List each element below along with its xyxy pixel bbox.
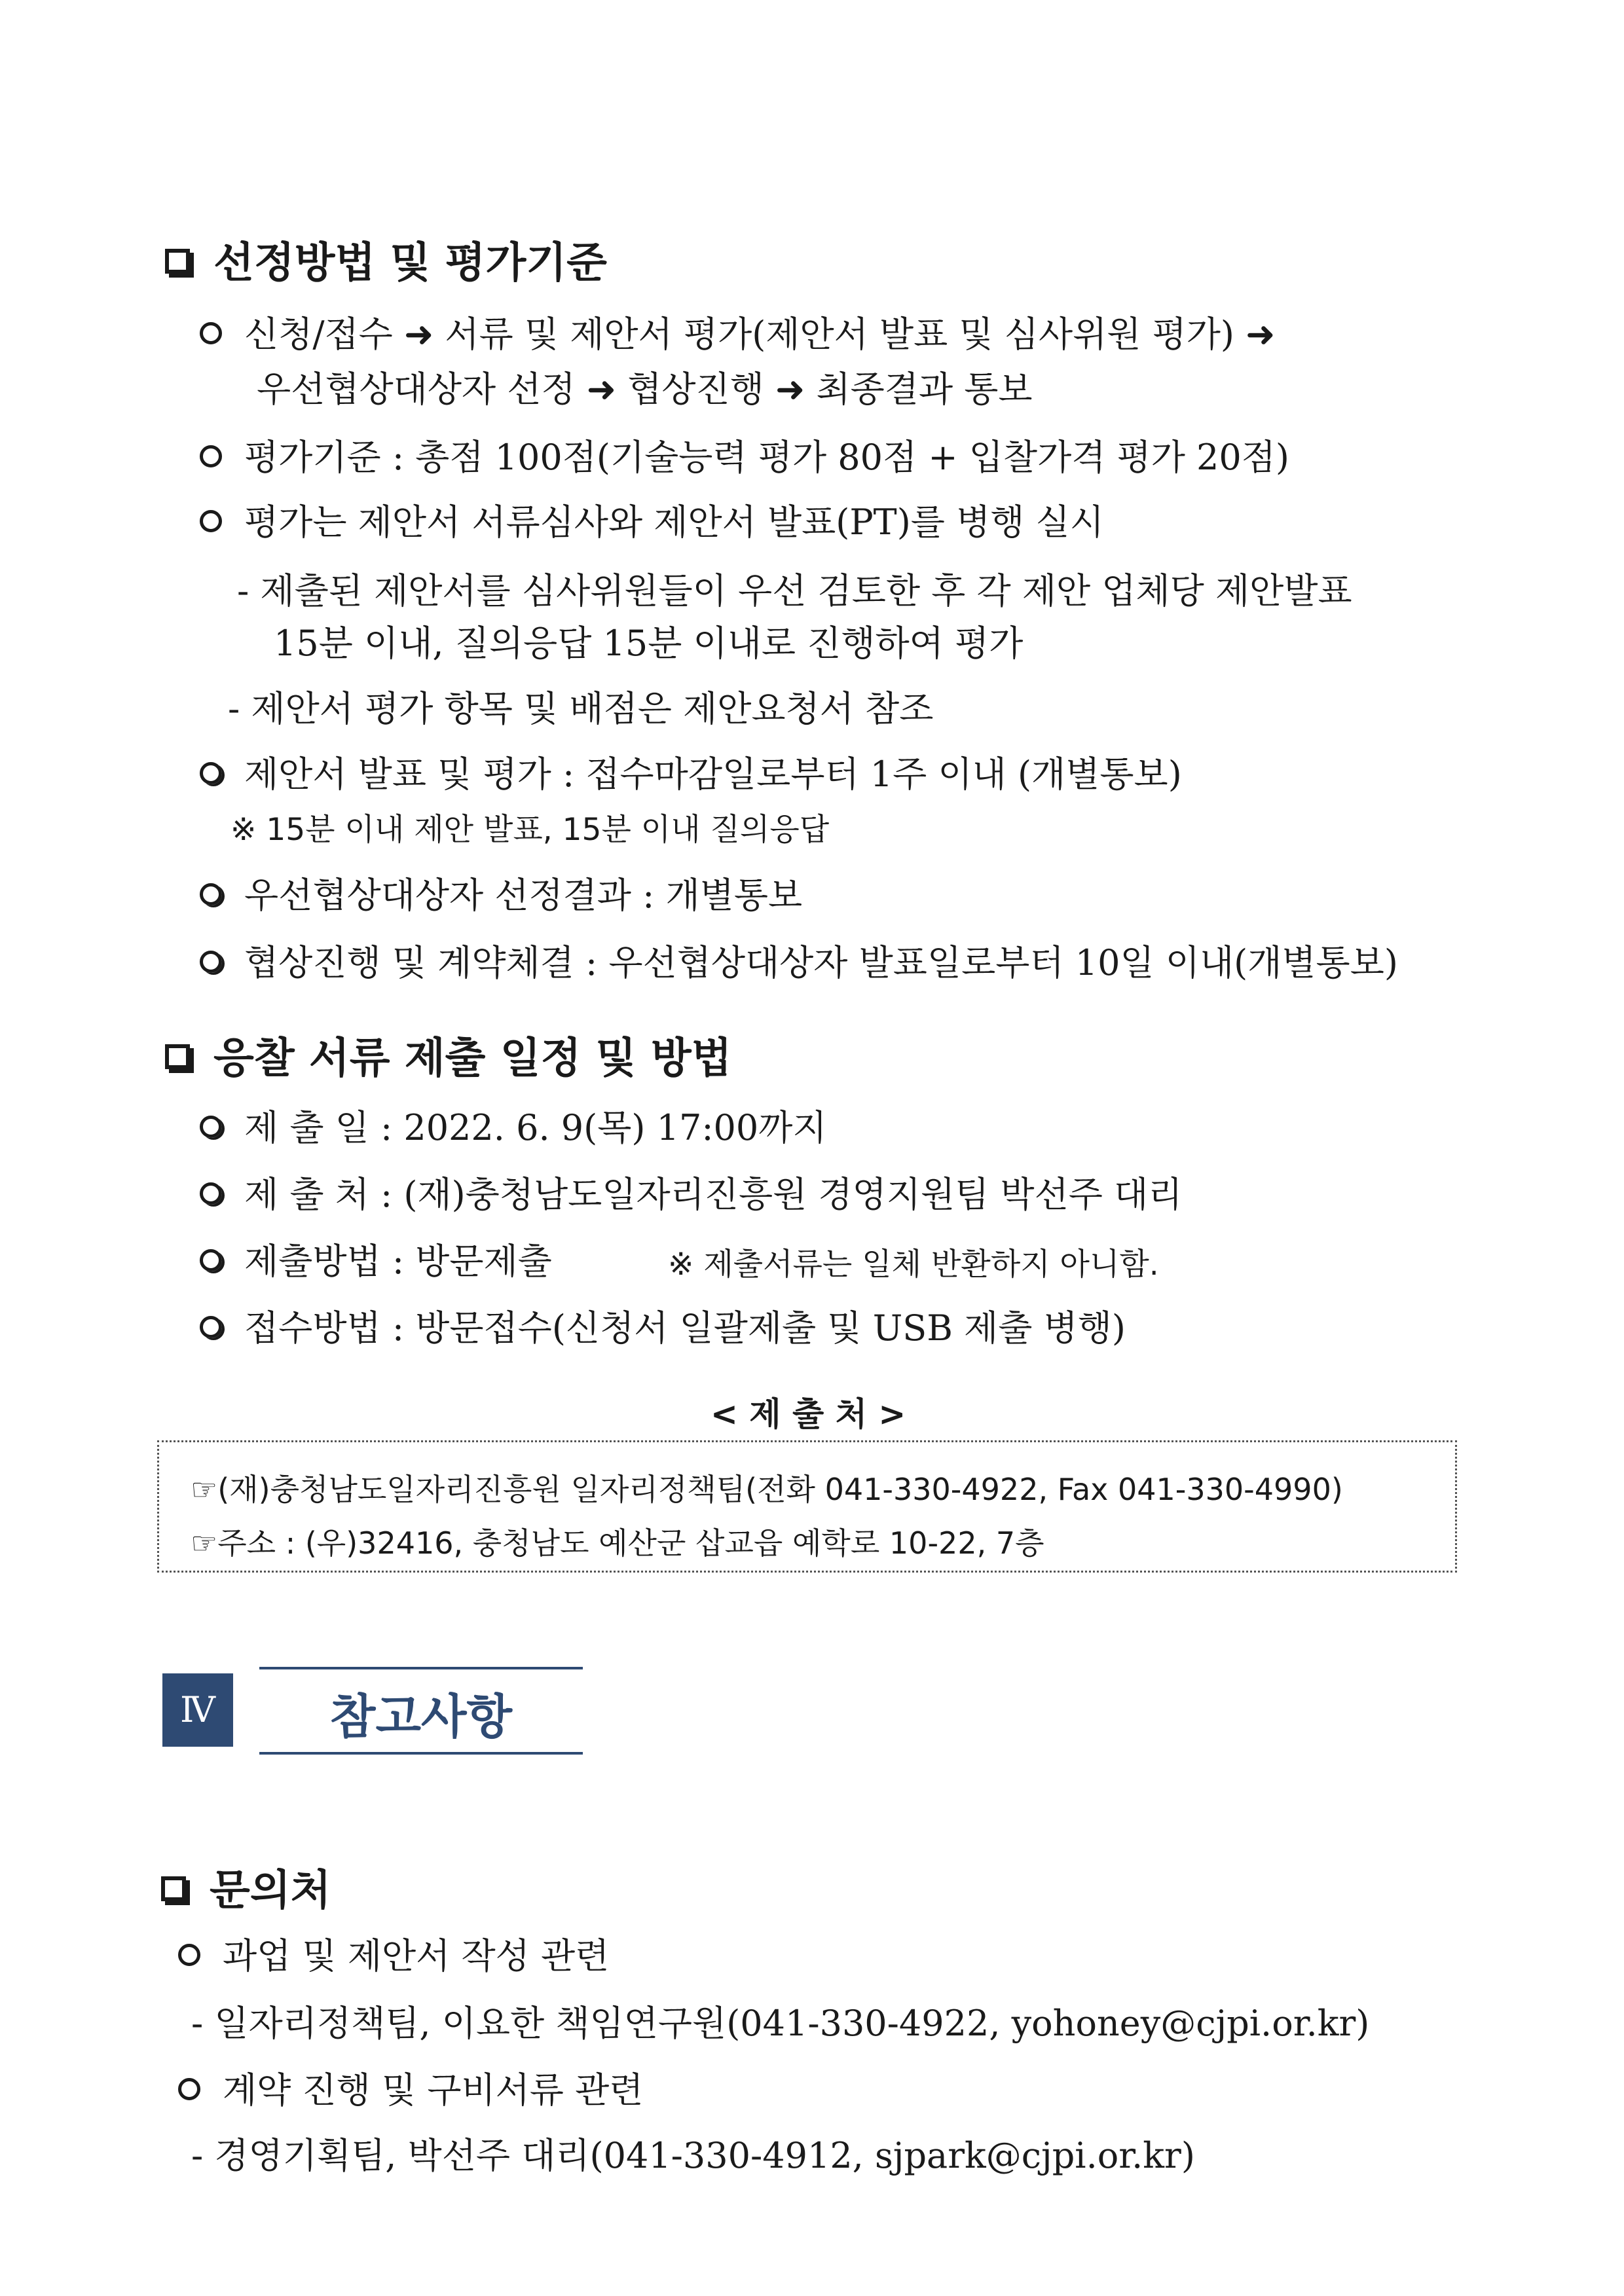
item-text: 평가기준 : 총점 100점(기술능력 평가 80점 + 입찰가격 평가 20점) bbox=[244, 437, 1289, 478]
note-text: ※ 제출서류는 일체 반환하지 아니함. bbox=[668, 1247, 1159, 1283]
chapter-title: 참고사항 bbox=[329, 1689, 513, 1744]
list-item bbox=[200, 306, 1275, 357]
detail-item: - 경영기획팀, 박선주 대리(041-330-4912, sjpark@cjpi.or.kr) bbox=[191, 2135, 1195, 2176]
circle-bullet-icon bbox=[200, 762, 222, 784]
item-text: 제 출 처 : (재)충청남도일자리진흥원 경영지원팀 박선주 대리 bbox=[244, 1174, 1183, 1215]
list-item bbox=[200, 1167, 1182, 1217]
section-heading-contact bbox=[161, 1857, 331, 1917]
list-item bbox=[200, 429, 1289, 480]
list-item bbox=[200, 1233, 552, 1284]
chapter-number-badge: Ⅳ bbox=[162, 1673, 233, 1747]
circle-bullet-icon bbox=[200, 1116, 222, 1138]
item-text: 접수방법 : 방문접수(신청서 일괄제출 및 USB 제출 병행) bbox=[244, 1307, 1126, 1349]
list-item bbox=[200, 935, 1398, 985]
circle-bullet-icon bbox=[200, 510, 222, 532]
item-text: 과업 및 제안서 작성 관련 bbox=[223, 1935, 610, 1977]
list-item bbox=[200, 1300, 1126, 1351]
list-item-continued: 우선협상대상자 선정 ➜ 협상진행 ➜ 최종결과 통보 bbox=[257, 369, 1033, 410]
circle-bullet-icon bbox=[200, 951, 222, 973]
detail-item: - 제출된 제안서를 심사위원들이 우선 검토한 후 각 제안 업체당 제안발표 bbox=[237, 570, 1352, 611]
list-item bbox=[200, 1100, 827, 1150]
list-item bbox=[178, 1928, 609, 1978]
circle-bullet-icon bbox=[200, 322, 222, 344]
detail-item: - 일자리정책팀, 이요한 책임연구원(041-330-4922, yohoney@cjpi.or.kr) bbox=[191, 2003, 1370, 2044]
submission-box-title: < 제 출 처 > bbox=[710, 1395, 906, 1433]
item-text: 협상진행 및 계약체결 : 우선협상대상자 발표일로부터 10일 이내(개별통보) bbox=[244, 942, 1398, 983]
circle-bullet-icon bbox=[200, 1249, 222, 1271]
item-text: 우선협상대상자 선정결과 : 개별통보 bbox=[244, 875, 803, 916]
list-item bbox=[200, 867, 802, 918]
section-heading-submission bbox=[165, 1025, 731, 1085]
circle-bullet-icon bbox=[200, 1316, 222, 1338]
list-item bbox=[178, 2062, 643, 2113]
section-heading-selection bbox=[165, 229, 607, 289]
circle-bullet-icon bbox=[178, 1944, 200, 1966]
circle-bullet-icon bbox=[200, 1182, 222, 1205]
section-title: 응찰 서류 제출 일정 및 방법 bbox=[213, 1034, 732, 1083]
item-text: 제 출 일 : 2022. 6. 9(목) 17:00까지 bbox=[244, 1107, 827, 1148]
item-text: 신청/접수 ➜ 서류 및 제안서 평가(제안서 발표 및 심사위원 평가) ➜ bbox=[244, 314, 1276, 355]
chapter-bottom-rule bbox=[259, 1752, 583, 1755]
item-text: 평가는 제안서 서류심사와 제안서 발표(PT)를 병행 실시 bbox=[244, 501, 1104, 543]
section-title: 문의처 bbox=[210, 1867, 331, 1915]
detail-item-continued: 15분 이내, 질의응답 15분 이내로 진행하여 평가 bbox=[274, 623, 1024, 664]
note-text: ※ 15분 이내 제안 발표, 15분 이내 질의응답 bbox=[231, 812, 830, 848]
list-item bbox=[200, 746, 1182, 797]
section-title: 선정방법 및 평가기준 bbox=[213, 239, 607, 287]
checkbox-square-icon bbox=[161, 1876, 186, 1901]
circle-bullet-icon bbox=[200, 883, 222, 905]
item-text: 제출방법 : 방문제출 bbox=[244, 1241, 552, 1282]
checkbox-square-icon bbox=[165, 249, 190, 274]
box-line-address: ☞주소 : (우)32416, 충청남도 예산군 삽교읍 예학로 10-22, 7층 bbox=[191, 1525, 1044, 1561]
item-text: 제안서 발표 및 평가 : 접수마감일로부터 1주 이내 (개별통보) bbox=[244, 754, 1182, 795]
detail-item: - 제안서 평가 항목 및 배점은 제안요청서 참조 bbox=[228, 688, 934, 729]
chapter-top-rule bbox=[259, 1667, 583, 1669]
box-line-contact: ☞(재)충청남도일자리진흥원 일자리정책팀(전화 041-330-4922, Fax 041-330-4990) bbox=[191, 1472, 1343, 1507]
submission-address-box bbox=[157, 1440, 1457, 1573]
checkbox-square-icon bbox=[165, 1044, 190, 1069]
circle-bullet-icon bbox=[178, 2078, 200, 2100]
circle-bullet-icon bbox=[200, 445, 222, 467]
item-text: 계약 진행 및 구비서류 관련 bbox=[223, 2069, 644, 2111]
list-item bbox=[200, 494, 1104, 545]
